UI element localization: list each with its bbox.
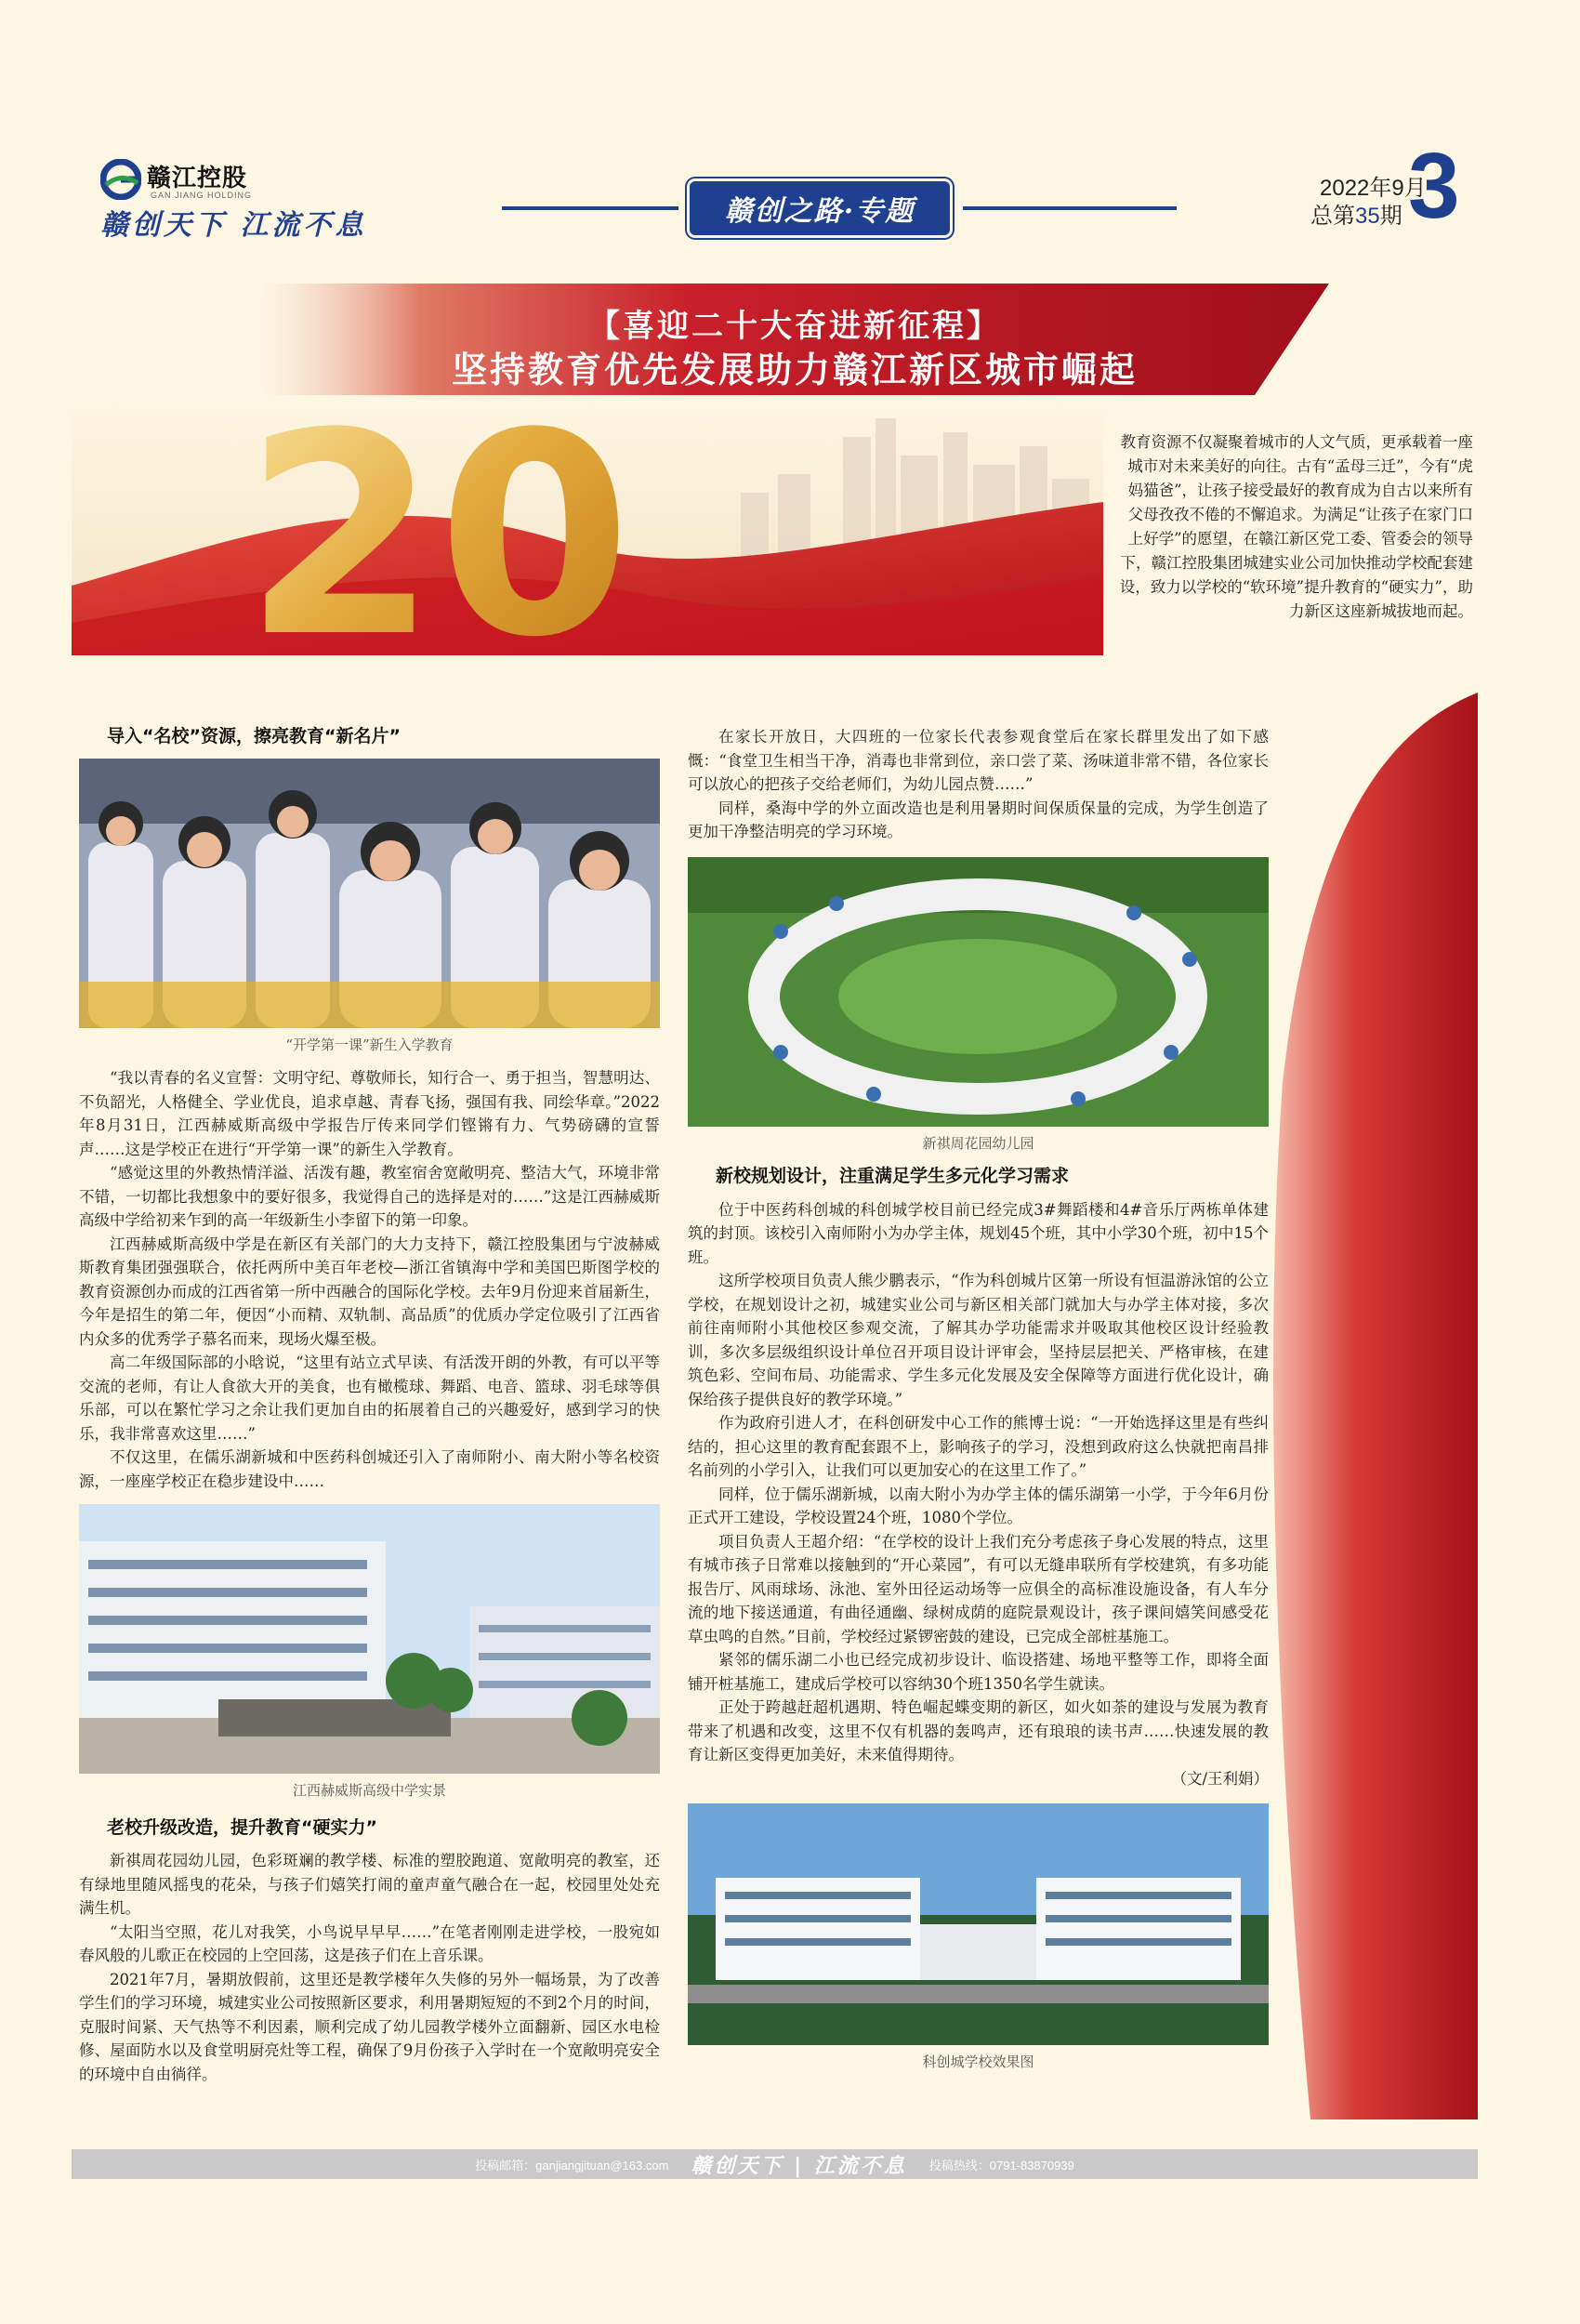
campus-photo-image xyxy=(79,1504,660,1774)
paragraph: 高二年级国际部的小晗说，“这里有站立式早读、有活泼开朗的外教，有可以平等交流的老师，有让人食欲大开的美食，也有橄榄球、舞蹈、电音、篮球、羽毛球等俱乐部，可以在繁忙学习之余让我们更加自由的拓展着自己的兴趣爱好，感到学习的快乐，我非常喜欢这里……” xyxy=(79,1353,660,1443)
paragraph: 江西赫威斯高级中学是在新区有关部门的大力支持下，赣江控股集团与宁波赫威斯教育集团强强联合，依托两所中美百年老校—浙江省镇海中学和美国巴斯图学校的教育资源创办而成的江西省第一所中西融合的国际化学校。去年9月份迎来首届新生，今年是招生的第二年，便因“小而精、双轨制、高品质”的优质办学定位吸引了江西省内众多的优秀学子慕名而来，现场火爆至极。 xyxy=(79,1235,660,1348)
masthead-logo xyxy=(100,153,398,242)
hero-graphic xyxy=(72,400,1103,655)
paragraph: 新祺周花园幼儿园，色彩斑斓的教学楼、标准的塑胶跑道、宽敞明亮的教室，还有绿地里随风摇曳的花朵，与孩子们嬉笑打闹的童声童气融合在一起，校园里处处充满生机。 xyxy=(79,1852,660,1917)
paragraph: 在家长开放日，大四班的一位家长代表参观食堂后在家长群里发出了如下感慨：“食堂卫生相当干净，消毒也非常到位，亲口尝了菜、汤味道非常不错，各位家长可以放心的把孩子交给老师们，为幼儿园点赞……” xyxy=(688,728,1269,793)
students-photo-image xyxy=(79,759,660,1028)
left-paragraphs-2 xyxy=(79,1849,660,2086)
issue-number xyxy=(1310,197,1402,230)
paragraph: 2021年7月，暑期放假前，这里还是教学楼年久失修的另外一幅场景，为了改善学生们的学习环境，城建实业公司按照新区要求，利用暑期短短的不到2个月的时间，克服时间紧、天气热等不利因素，顺利完成了幼儿园教学楼外立面翻新、园区水电检修、屋面防水以及食堂明厨亮灶等工程，确保了9月份孩子入学时在一个宽敞明亮安全的环境中自由徜徉。 xyxy=(79,1970,660,2083)
masthead-slogan: 赣创天下 江流不息 xyxy=(100,209,367,242)
paragraph: 紧邻的儒乐湖二小也已经完成初步设计、临设搭建、场地平整等工作，即将全面铺开桩基施工，建成后学校可以容纳30个班1350名学生就读。 xyxy=(688,1651,1269,1693)
issue-suffix: 期 xyxy=(1379,204,1402,229)
paragraph: 正处于跨越赶超机遇期、特色崛起蝶变期的新区，如火如荼的建设与发展为教育带来了机遇和改变，这里不仅有机器的轰鸣声，还有琅琅的读书声……快速发展的教育让新区变得更加美好，未来值得期待。 xyxy=(688,1698,1269,1763)
headline-line-1: 【喜迎二十大奋进新征程】 xyxy=(588,308,1001,345)
paragraph: “感觉这里的外教热情洋溢、活泼有趣，教室宿舍宽敞明亮、整洁大气，环境非常不错，一切都比我想象中的要好很多，我觉得自己的选择是对的……”这是江西赫威斯高级中学给初来乍到的高一年级新生小李留下的第一印象。 xyxy=(79,1164,660,1229)
photo-school-rendering xyxy=(688,1803,1269,2045)
rendering-photo-image xyxy=(688,1803,1269,2045)
photo-school-campus xyxy=(79,1504,660,1774)
left-column xyxy=(79,725,660,2086)
photo-caption-4: 科创城学校效果图 xyxy=(922,2053,1034,2070)
page-footer xyxy=(72,2149,1478,2179)
footer-hotline: 投稿热线：0791-83870939 xyxy=(928,2158,1074,2172)
section-heading-3: 新校规划设计，注重满足学生多元化学习需求 xyxy=(716,1166,1070,1186)
section-title: 赣创之路·专题 xyxy=(690,181,950,235)
right-paragraphs-2 xyxy=(688,1198,1269,1791)
issue-prefix: 总第 xyxy=(1310,204,1355,229)
paragraph: “我以青春的名义宣誓：文明守纪、尊敬师长，知行合一、勇于担当，智慧明达、不负韶光，人格健全、学业优良，追求卓越、青春飞扬，强国有我、同绘华章。”2022年8月31日，江西赫威斯高级中学报告厅传来同学们铿锵有力、气势磅礴的宣誓声……这是学校正在进行“开学第一课”的新生入学教育。 xyxy=(79,1069,660,1158)
company-name: 赣江控股 xyxy=(147,165,248,192)
issue-date: 2022年9月 xyxy=(1320,176,1427,201)
paragraph: 同样，位于儒乐湖新城，以南大附小为办学主体的儒乐湖第一小学，于今年6月份正式开工建设，学校设置24个班，1080个学位。 xyxy=(688,1485,1269,1526)
hero-illustration xyxy=(72,400,1103,655)
page-number: 3 xyxy=(1408,134,1460,238)
photo-caption-1: “开学第一课”新生入学教育 xyxy=(285,1036,454,1053)
left-paragraphs-1 xyxy=(79,1066,660,1493)
byline: （文/王利娟） xyxy=(1171,1769,1269,1788)
section-heading-2: 老校升级改造，提升教育“硬实力” xyxy=(107,1816,377,1838)
decorative-red-band xyxy=(1255,693,1478,2119)
right-paragraphs-1 xyxy=(688,725,1269,844)
photo-caption-2: 江西赫威斯高级中学实景 xyxy=(292,1782,446,1799)
paragraph: 作为政府引进人才，在科创研发中心工作的熊博士说：“一开始选择这里是有些纠结的，担心这里的教育配套跟不上，影响孩子的学习，没想到政府这么快就把南昌排名前列的小学引入，让我们可以更加安心的在这里工作了。” xyxy=(688,1414,1269,1479)
paragraph: 同样，桑海中学的外立面改造也是利用暑期时间保质保量的完成，为学生创造了更加干净整洁明亮的学习环境。 xyxy=(688,799,1269,840)
photo-caption-3: 新祺周花园幼儿园 xyxy=(922,1134,1034,1152)
issue-number-value: 35 xyxy=(1355,204,1380,229)
kindergarten-photo-image xyxy=(688,857,1269,1127)
masthead-rule-right xyxy=(963,206,1177,210)
paragraph: 项目负责人王超介绍：“在学校的设计上我们充分考虑孩子身心发展的特点，这里有城市孩子日常难以接触到的“开心菜园”，有可以无缝串联所有学校建筑，有多功能报告厅、风雨球场、泳池、室外田径运动场等一应俱全的高标准设施设备，有人车分流的地下接送通道，有曲径通幽、绿树成荫的庭院景观设计，孩子课间嬉笑间感受花草虫鸣的自然。”目前，学校经过紧锣密鼓的建设，已完成全部桩基施工。 xyxy=(688,1532,1269,1645)
section-heading-1: 导入“名校”资源，擦亮教育“新名片” xyxy=(107,726,401,746)
intro-paragraph: 教育资源不仅凝聚着城市的人文气质，更承载着一座城市对未来美好的向往。古有“孟母三迁”，今有“虎妈猫爸”，让孩子接受最好的教育成为自古以来所有父母孜孜不倦的不懈追求。为满足“让孩子在家门口上好学”的愿望，在赣江新区党工委、管委会的领导下，赣江控股集团城建实业公司加快推动学校配套建设，致力以学校的“软环境”提升教育的“硬实力”，助力新区这座新城拔地而起。 xyxy=(1119,433,1473,620)
company-name-en: GAN JIANG HOLDING xyxy=(151,191,253,200)
headline-line-2: 坚持教育优先发展助力赣江新区城市崛起 xyxy=(451,350,1138,390)
paragraph: 位于中医药科创城的科创城学校目前已经完成3#舞蹈楼和4#音乐厅两栋单体建筑的封顶。该校引入南师附小为办学主体，规划45个班，其中小学30个班，初中15个班。 xyxy=(688,1200,1269,1266)
footer-slogan: 赣创天下 | 江流不息 xyxy=(691,2153,907,2178)
photo-kindergarten xyxy=(688,857,1269,1127)
paragraph: 不仅这里，在儒乐湖新城和中医药科创城还引入了南师附小、南大附小等名校资源，一座座学校正在稳步建设中…… xyxy=(79,1448,660,1490)
footer-email: 投稿邮箱：ganjiangjituan@163.com xyxy=(475,2158,669,2172)
masthead-rule-left xyxy=(502,206,678,210)
paragraph: “太阳当空照，花儿对我笑，小鸟说早早早……”在笔者刚刚走进学校，一股宛如春风般的儿歌正在校园的上空回荡，这是孩子们在上音乐课。 xyxy=(79,1922,660,1964)
right-column xyxy=(688,725,1269,2084)
hero-numeral: 20 xyxy=(244,400,632,655)
photo-orientation-ceremony xyxy=(79,759,660,1028)
company-logo-icon xyxy=(100,159,141,200)
paragraph: 这所学校项目负责人熊少鹏表示，“作为科创城片区第一所设有恒温游泳馆的公立学校，在规划设计之初，城建实业公司与新区相关部门就加大与办学主体对接，多次前往南师附小其他校区参观交流，了解其办学功能需求并吸取其他校区设计经验教训，多次多层级组织设计单位召开项目设计评审会，坚持层层把关、严格审核，在建筑色彩、空间布局、功能需求、学生多元化发展及安全保障等方面进行优化设计，确保给孩子提供良好的教学环境。” xyxy=(688,1272,1269,1408)
headline-banner xyxy=(260,284,1329,395)
